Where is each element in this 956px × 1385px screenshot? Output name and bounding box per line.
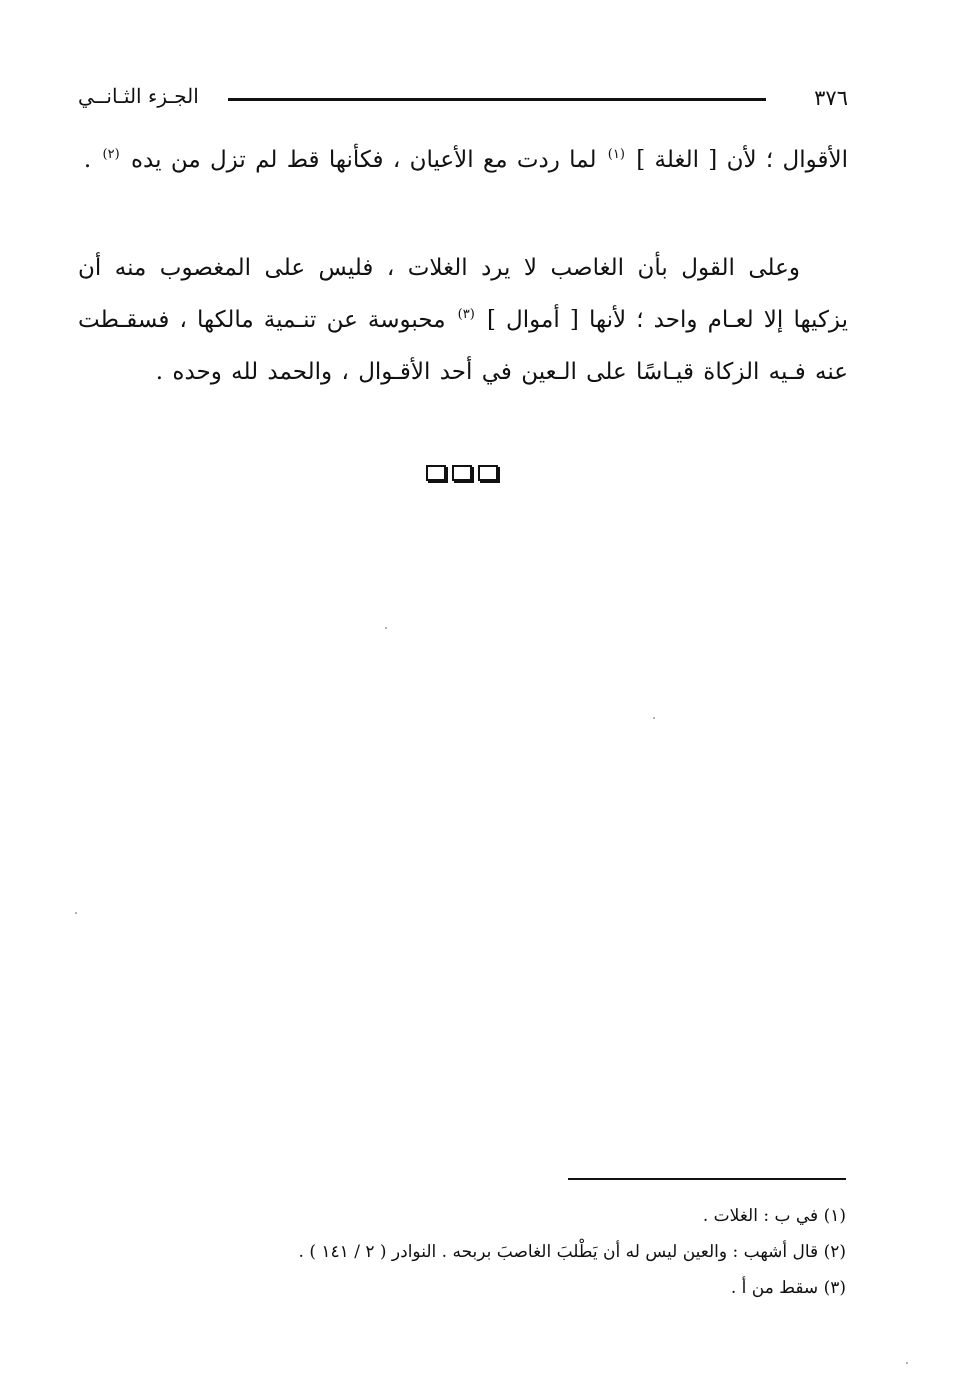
square-ornament-icon: [452, 465, 472, 481]
square-ornament-icon: [478, 465, 498, 481]
square-ornament-icon: [426, 465, 446, 481]
scan-speck: [75, 912, 77, 914]
paragraph-1-text-a: الأقوال ؛ لأن [ الغلة ]: [636, 147, 848, 173]
page-header: [78, 82, 848, 116]
paragraph-2: [78, 242, 848, 398]
scan-speck: [653, 717, 655, 719]
paragraph-1: [78, 134, 848, 186]
footnote-ref-2: (٢): [102, 147, 120, 162]
section-end-ornament: [426, 465, 502, 483]
paragraph-1-text-b: لما ردت مع الأعيان ، فكأنها قط لم تزل من يده: [130, 147, 597, 173]
footnotes: [140, 1198, 846, 1306]
scan-speck: [385, 627, 387, 629]
header-rule: [228, 98, 766, 101]
scan-speck: [906, 1362, 908, 1364]
paragraph-2-text-a: وعلى القول بأن الغاصب لا يرد الغلات ، فليس على المغصوب منه أن يزكيها إلا لعـام واحد ؛ لأنها [ أموال ]: [78, 255, 849, 333]
page-number: ٣٧٦: [814, 86, 848, 110]
footnote-separator: [568, 1178, 846, 1180]
footnote-ref-1: (١): [607, 147, 625, 162]
running-title: الجـزء الثـانــي: [78, 84, 199, 108]
paragraph-2-text-b: محبوسة عن تنـمية مالكها ، فسقـطت عنه فـيه الزكاة قيـاسًا على الـعين في أحد الأقـوال ، والحمد لله وحده .: [78, 307, 848, 385]
footnote-2: (٢) قال أشهب : والعين ليس له أن يَطْلبَ الغاصبَ بربحه . النوادر ( ٢ / ١٤١ ) .: [298, 1242, 846, 1262]
footnote-ref-3: (٣): [457, 307, 475, 322]
footnote-1: (١) في ب : الغلات .: [702, 1206, 846, 1226]
paragraph-1-text-c: .: [83, 147, 92, 173]
footnote-3: (٣) سقط من أ .: [730, 1278, 846, 1298]
